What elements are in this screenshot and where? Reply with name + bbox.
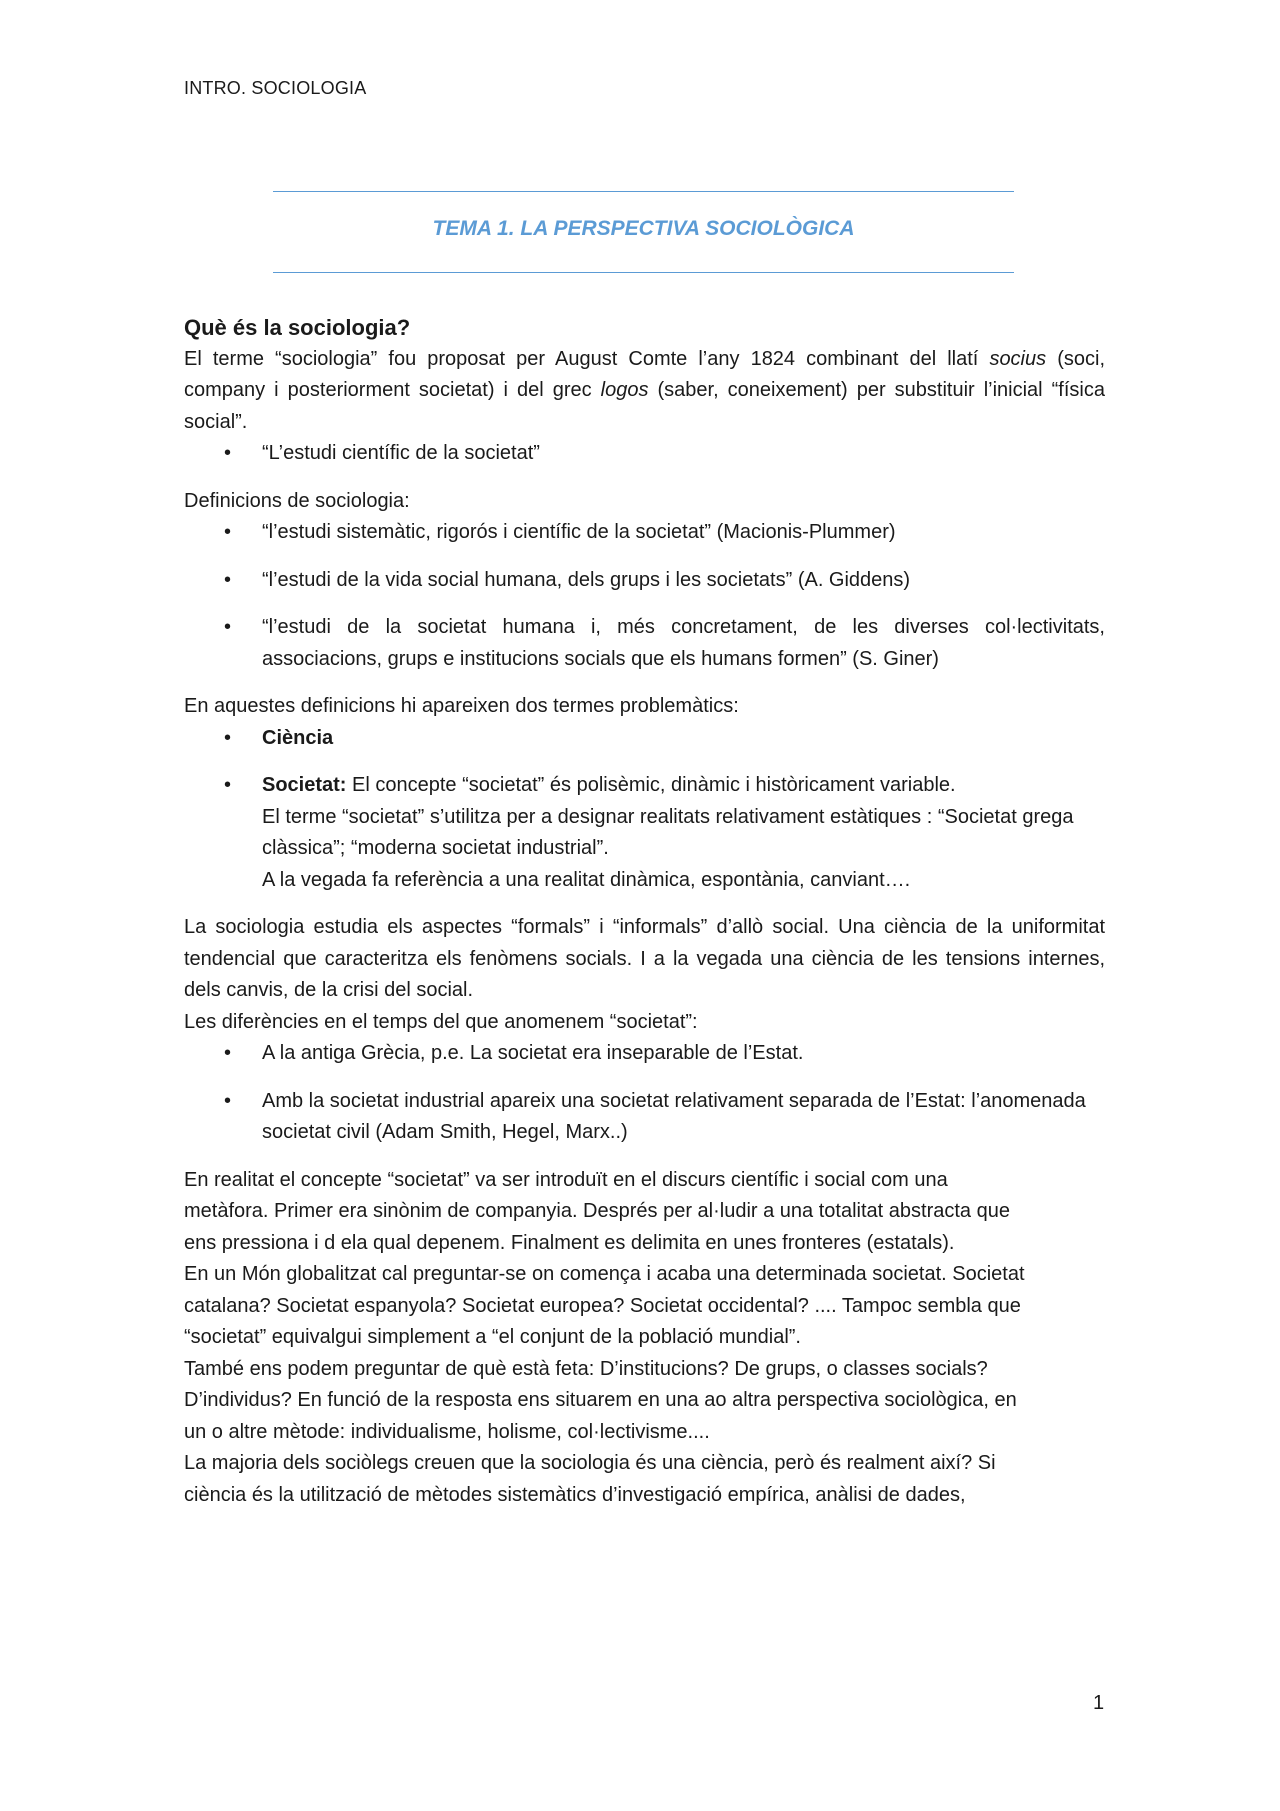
intro-text-1: El terme “sociologia” fou proposat per August Comte l’any 1824 combinant del llatí — [184, 347, 990, 370]
term-ciencia: Ciència — [262, 726, 334, 749]
definitions-list — [184, 517, 1105, 675]
definitions-label: Definicions de sociologia: — [184, 489, 410, 512]
title-rule-bottom — [273, 272, 1014, 273]
definition-text: “l’estudi de la societat humana i, més concretament, de les diverses col·lectivitats, associacions, grups e institucions socials que els humans formen” (S. Giner) — [262, 616, 1105, 670]
bullet-mark: • — [224, 774, 232, 796]
term-societat: Societat: — [262, 774, 347, 796]
title-rule-top — [273, 191, 1014, 192]
closing-line: un o altre mètode: individualisme, holisme, col·lectivisme.... — [184, 1420, 710, 1443]
bullet-mark: • — [224, 442, 232, 464]
bullet-mark: • — [224, 568, 232, 591]
bullet-mark: • — [224, 726, 232, 749]
closing-line: catalana? Societat espanyola? Societat europea? Societat occidental? .... Tampoc sembla que — [184, 1294, 1021, 1317]
bullet-mark: • — [224, 521, 232, 543]
intro-paragraph — [184, 344, 1105, 439]
closing-line: metàfora. Primer era sinònim de companyia. Després per al·ludir a una totalitat abstracta que — [184, 1200, 1010, 1222]
intro-text-3: (saber, coneixement) per substituir l’inicial “física social”. — [184, 379, 1105, 433]
differences-list — [184, 1038, 1105, 1149]
societat-line-1: El concepte “societat” és polisèmic, dinàmic i històricament variable. — [346, 774, 956, 796]
bullet-mark: • — [224, 616, 232, 638]
bullet-text: “L’estudi científic de la societat” — [262, 442, 540, 464]
intro-term-logos: logos — [600, 379, 649, 401]
list-item — [184, 517, 1105, 549]
document-body — [184, 312, 1105, 1511]
intro-bullet-list — [184, 438, 1105, 470]
closing-line: ciència és la utilització de mètodes sistemàtics d’investigació empírica, anàlisi de dades, — [184, 1483, 966, 1506]
closing-paragraph — [184, 1165, 1105, 1512]
closing-line: D’individus? En funció de la resposta ens situarem en una ao altra perspectiva sociològica, en — [184, 1389, 1017, 1411]
difference-text: Amb la societat industrial apareix una societat relativament separada de l’Estat: l’anomenada societat civil (Adam Smith, Hegel, Marx..) — [262, 1089, 1086, 1143]
list-item — [184, 1038, 1105, 1070]
closing-line: ens pressiona i d ela qual depenem. Finalment es delimita en unes fronteres (estatals). — [184, 1231, 955, 1254]
intro-term-socius: socius — [989, 347, 1047, 370]
closing-line: La majoria dels sociòlegs creuen que la sociologia és una ciència, però és realment així? Si — [184, 1452, 996, 1474]
definition-text: “l’estudi sistemàtic, rigorós i científic de la societat” (Macionis-Plummer) — [262, 521, 896, 543]
list-item — [184, 1086, 1105, 1149]
formals-paragraph: La sociologia estudia els aspectes “formals” i “informals” d’allò social. Una ciència de la uniformitat tendencial que caracteritza els fenòmens socials. I a la vegada una ciència de les tensions internes, dels canvis, de la crisi del social. — [184, 916, 1105, 1001]
difference-text: A la antiga Grècia, p.e. La societat era inseparable de l’Estat. — [262, 1042, 804, 1064]
closing-line: En un Món globalitzat cal preguntar-se on comença i acaba una determinada societat. Societat — [184, 1263, 1025, 1285]
closing-line: També ens podem preguntar de què està feta: D’institucions? De grups, o classes socials? — [184, 1357, 988, 1380]
document-title: TEMA 1. LA PERSPECTIVA SOCIOLÒGICA — [432, 217, 855, 240]
section-heading: Què és la sociologia? — [184, 315, 411, 340]
societat-line-2: El terme “societat” s’utilitza per a designar realitats relativament estàtiques : “Societat grega clàssica”; “moderna societat industrial”. — [262, 805, 1074, 859]
intro-text-2: (soci, company i posteriorment societat) i del grec — [184, 347, 1105, 401]
bullet-mark: • — [224, 1089, 232, 1112]
closing-line: En realitat el concepte “societat” va ser introduït en el discurs científic i social com una — [184, 1168, 948, 1191]
terms-list — [184, 723, 1105, 897]
list-item — [184, 565, 1105, 597]
bullet-mark: • — [224, 1042, 232, 1064]
list-item — [184, 438, 1105, 470]
differences-label: Les diferències en el temps del que anomenem “societat”: — [184, 1010, 698, 1033]
list-item — [184, 770, 1105, 896]
list-item — [184, 723, 1105, 755]
running-header: INTRO. SOCIOLOGIA — [184, 78, 367, 98]
list-item — [184, 612, 1105, 675]
closing-line: “societat” equivalgui simplement a “el conjunt de la població mundial”. — [184, 1326, 801, 1348]
terms-label: En aquestes definicions hi apareixen dos termes problemàtics: — [184, 695, 739, 717]
societat-line-3: A la vegada fa referència a una realitat dinàmica, espontània, canviant…. — [262, 868, 911, 891]
page-number: 1 — [1093, 1692, 1105, 1714]
definition-text: “l’estudi de la vida social humana, dels grups i les societats” (A. Giddens) — [262, 568, 911, 591]
